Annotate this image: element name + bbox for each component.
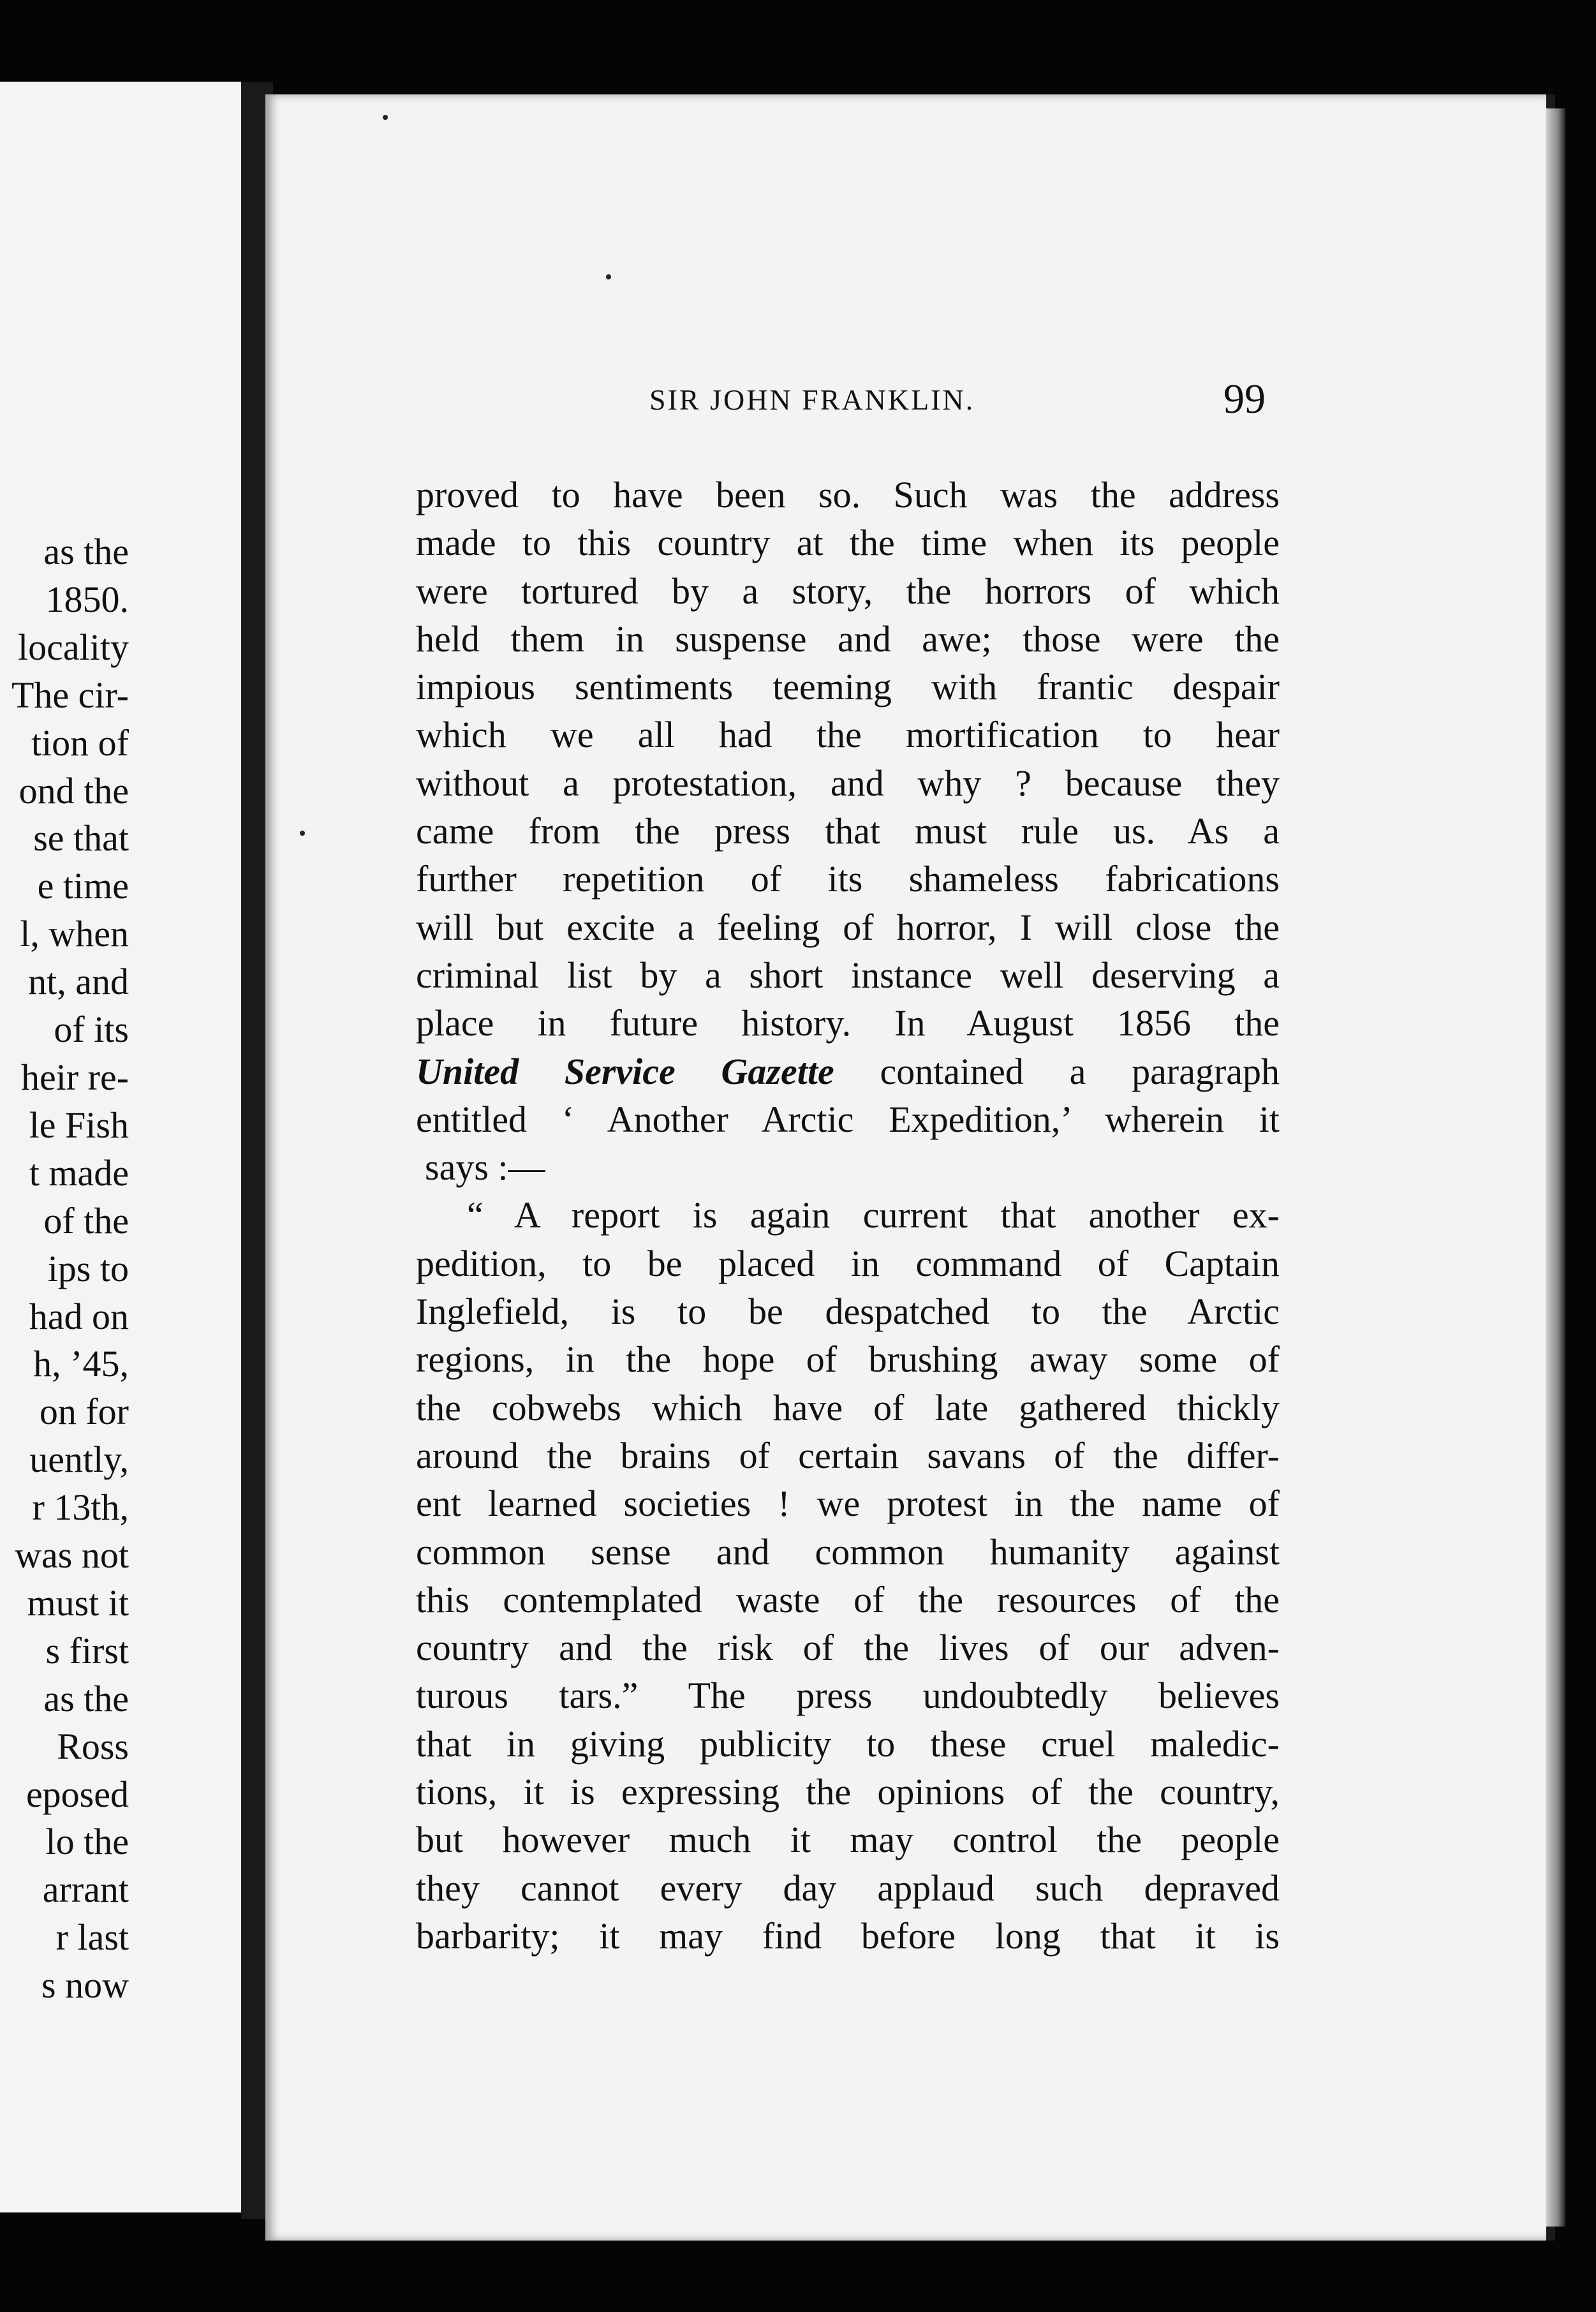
text-line: held them in suspense and awe; those were the	[416, 618, 1280, 660]
running-head: SIR JOHN FRANKLIN.	[649, 383, 975, 416]
text-line: proved to have been so. Such was the address	[416, 474, 1280, 515]
left-line: of the	[43, 1199, 129, 1241]
text-line: turous tars.” The press undoubtedly believes	[416, 1675, 1280, 1717]
text-line-with-title	[416, 1048, 1280, 1095]
left-line: nt, and	[28, 961, 129, 1003]
text-fragment: contained a paragraph	[880, 1050, 1280, 1092]
text-line: Inglefield, is to be despatched to the Arctic	[416, 1291, 1280, 1333]
text-line: that in giving publicity to these cruel maledic-	[416, 1723, 1280, 1765]
left-line: l, when	[20, 913, 129, 955]
text-line: says :—	[425, 1146, 545, 1189]
text-line: criminal list by a short instance well deserving a	[416, 954, 1280, 996]
text-line: regions, in the hope of brushing away some of	[416, 1338, 1280, 1381]
left-line: The cir-	[11, 674, 129, 716]
text-line: made to this country at the time when its people	[416, 522, 1280, 564]
left-line: le Fish	[29, 1104, 129, 1146]
left-line: lo the	[45, 1821, 129, 1863]
text-line: barbarity; it may find before long that it is	[416, 1915, 1280, 1957]
left-line: eposed	[26, 1773, 129, 1815]
left-line: had on	[29, 1295, 129, 1337]
text-line: further repetition of its shameless fabrications	[416, 858, 1280, 900]
left-page	[0, 82, 244, 2212]
body-text	[416, 471, 1280, 1960]
text-line: impious sentiments teeming with frantic despair	[416, 666, 1280, 708]
dust-speck	[606, 274, 611, 279]
text-line: without a protestation, and why ? because they	[416, 762, 1280, 804]
text-line: which we all had the mortification to hear	[416, 714, 1280, 756]
text-line: tions, it is expressing the opinions of the country,	[416, 1771, 1280, 1813]
text-line: country and the risk of the lives of our adven-	[416, 1627, 1280, 1669]
text-line: entitled ‘ Another Arctic Expedition,’ wherein it	[416, 1098, 1280, 1140]
left-line: must it	[27, 1582, 129, 1624]
left-line: heir re-	[20, 1056, 129, 1098]
dust-speck	[300, 831, 305, 836]
text-line: common sense and common humanity against	[416, 1530, 1280, 1573]
text-line: ent learned societies ! we protest in the name of	[416, 1483, 1280, 1525]
left-line: uently,	[29, 1439, 129, 1481]
page-number: 99	[1223, 376, 1266, 422]
text-line: they cannot every day applaud such depraved	[416, 1867, 1280, 1909]
left-line: as the	[43, 1677, 129, 1719]
left-line: was not	[15, 1534, 129, 1576]
left-line: r last	[55, 1916, 129, 1959]
left-line: se that	[33, 817, 129, 859]
text-line: around the brains of certain savans of the differ-	[416, 1434, 1280, 1476]
text-line: place in future history. In August 1856 the	[416, 1002, 1280, 1044]
left-line: ond the	[18, 769, 129, 811]
left-line: arrant	[42, 1869, 129, 1911]
dust-speck	[383, 115, 388, 120]
text-line: came from the press that must rule us. As a	[416, 810, 1280, 852]
left-line: h, ’45,	[33, 1343, 129, 1385]
page-edge	[1546, 108, 1565, 2227]
text-line: this contemplated waste of the resources of the	[416, 1578, 1280, 1620]
left-line: s now	[41, 1964, 129, 2006]
left-line: 1850.	[45, 578, 129, 620]
italic-title: United Service Gazette	[416, 1050, 834, 1092]
left-line: Ross	[57, 1725, 129, 1767]
left-line: ips to	[47, 1247, 129, 1289]
text-line: pedition, to be placed in command of Captain	[416, 1242, 1280, 1284]
text-line: “ A report is again current that another ex-	[467, 1194, 1280, 1236]
left-line: tion of	[31, 722, 129, 764]
text-line: the cobwebs which have of late gathered thickly	[416, 1386, 1280, 1428]
left-line: of its	[54, 1009, 129, 1051]
left-line: s first	[45, 1629, 129, 1671]
text-line: will but excite a feeling of horror, I will close the	[416, 906, 1280, 948]
left-line: r 13th,	[32, 1486, 129, 1529]
left-line: e time	[37, 865, 129, 907]
text-line: but however much it may control the people	[416, 1819, 1280, 1861]
left-page-text	[0, 528, 129, 2010]
text-line: were tortured by a story, the horrors of which	[416, 570, 1280, 612]
left-line: on for	[39, 1391, 129, 1433]
left-line: as the	[43, 531, 129, 572]
left-line: locality	[18, 626, 129, 668]
left-line: t made	[29, 1152, 129, 1194]
